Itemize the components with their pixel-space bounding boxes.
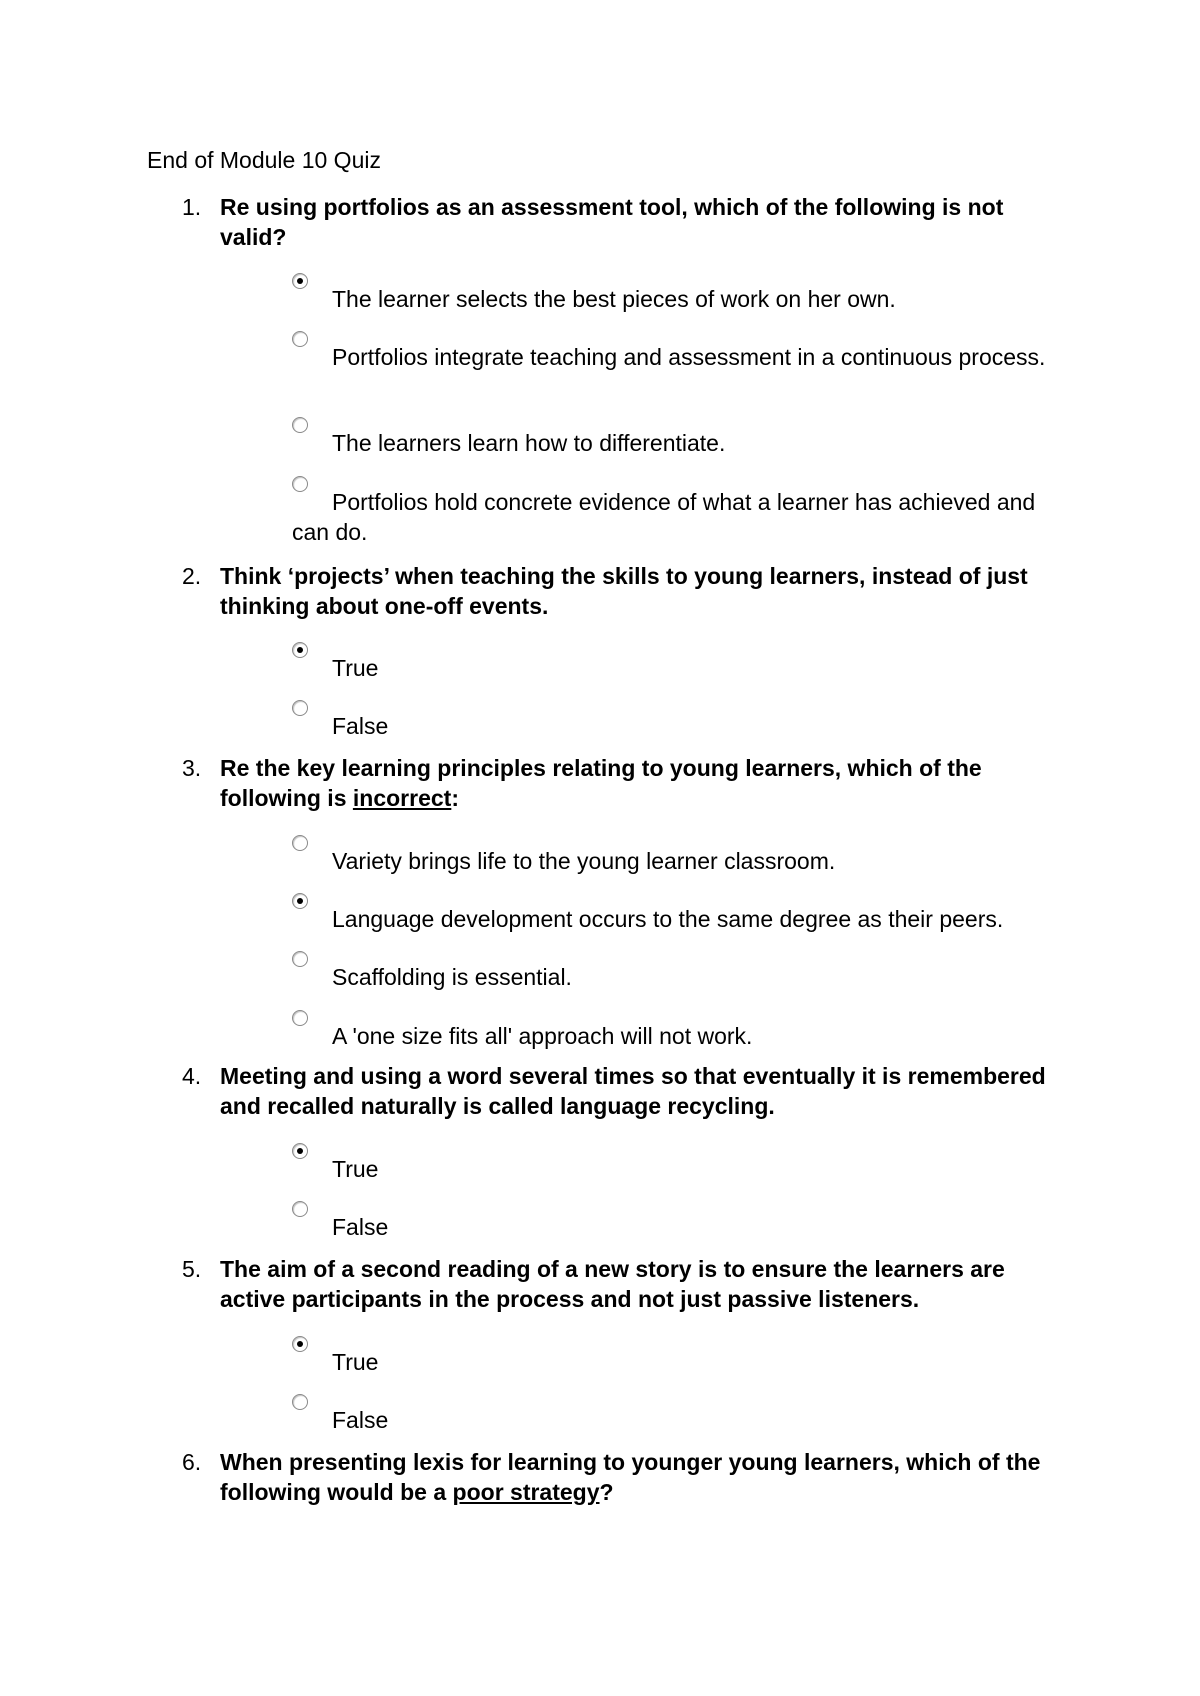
quiz-title: End of Module 10 Quiz [147,147,381,173]
radio-empty-icon[interactable] [292,835,308,851]
q2-option-true[interactable] [292,641,1072,681]
option-label: True [332,1349,379,1375]
radio-empty-icon[interactable] [292,1010,308,1026]
radio-empty-icon[interactable] [292,1394,308,1410]
q1-option-4[interactable] [292,475,1072,545]
q1-option-3[interactable] [292,416,1072,456]
radio-selected-icon[interactable] [292,1336,308,1352]
question-number: 5. [182,1256,202,1282]
q1-option-1[interactable] [292,272,1072,312]
q5-option-true[interactable] [292,1335,1072,1375]
question-number: 3. [182,755,202,781]
question-number: 1. [182,194,202,220]
option-label: True [332,1156,379,1182]
q3-option-1[interactable] [292,834,1072,874]
option-label: The learners learn how to differentiate. [332,430,726,456]
radio-empty-icon[interactable] [292,417,308,433]
q5-option-false[interactable] [292,1393,1072,1433]
question-text: Re the key learning principles relating to young learners, which of the following is [220,755,982,811]
q3-option-2[interactable] [292,892,1072,932]
q3-option-4[interactable] [292,1009,1072,1049]
option-label: A 'one size fits all' approach will not work. [332,1023,753,1049]
option-label: Language development occurs to the same degree as their peers. [332,906,1004,932]
question-text: Re using portfolios as an assessment tool, which of the following is not valid? [220,194,1004,250]
q1-option-2[interactable] [292,330,1072,370]
question-emphasis: poor strategy [452,1479,600,1505]
question-1 [170,192,1070,252]
question-number: 2. [182,563,202,589]
radio-empty-icon[interactable] [292,951,308,967]
question-6 [170,1447,1070,1507]
q4-option-false[interactable] [292,1200,1072,1240]
option-label: Scaffolding is essential. [332,964,572,990]
option-label: Portfolios integrate teaching and assessment in a continuous process. [332,344,1046,370]
q4-option-true[interactable] [292,1142,1072,1182]
question-emphasis: incorrect [352,785,452,811]
question-number: 6. [182,1449,202,1475]
radio-selected-icon[interactable] [292,893,308,909]
radio-selected-icon[interactable] [292,273,308,289]
q3-option-3[interactable] [292,950,1072,990]
option-label: The learner selects the best pieces of work on her own. [332,286,896,312]
question-number: 4. [182,1063,202,1089]
option-label: Variety brings life to the young learner classroom. [332,848,836,874]
option-label: True [332,655,379,681]
option-label: False [332,1214,389,1240]
radio-empty-icon[interactable] [292,476,308,492]
question-2 [170,561,1070,621]
option-label: False [332,1407,389,1433]
question-text: Think ‘projects’ when teaching the skills to young learners, instead of just thinking about one-off events. [220,563,1028,619]
radio-empty-icon[interactable] [292,700,308,716]
q2-option-false[interactable] [292,699,1072,739]
radio-empty-icon[interactable] [292,331,308,347]
question-4 [170,1061,1070,1121]
question-3 [170,753,1070,813]
option-label: Portfolios hold concrete evidence of what a learner has achieved and can do. [292,489,1036,545]
question-text: Meeting and using a word several times so that eventually it is remembered and recalled naturally is called language recycling. [220,1063,1046,1119]
question-text: The aim of a second reading of a new story is to ensure the learners are active participants in the process and not just passive listeners. [220,1256,1005,1312]
question-text-end: : [451,785,459,811]
option-label: False [332,713,389,739]
radio-empty-icon[interactable] [292,1201,308,1217]
question-text: When presenting lexis for learning to younger young learners, which of the following would be a [220,1449,1041,1505]
radio-selected-icon[interactable] [292,1143,308,1159]
radio-selected-icon[interactable] [292,642,308,658]
question-5 [170,1254,1070,1314]
question-text-end: ? [599,1479,614,1505]
